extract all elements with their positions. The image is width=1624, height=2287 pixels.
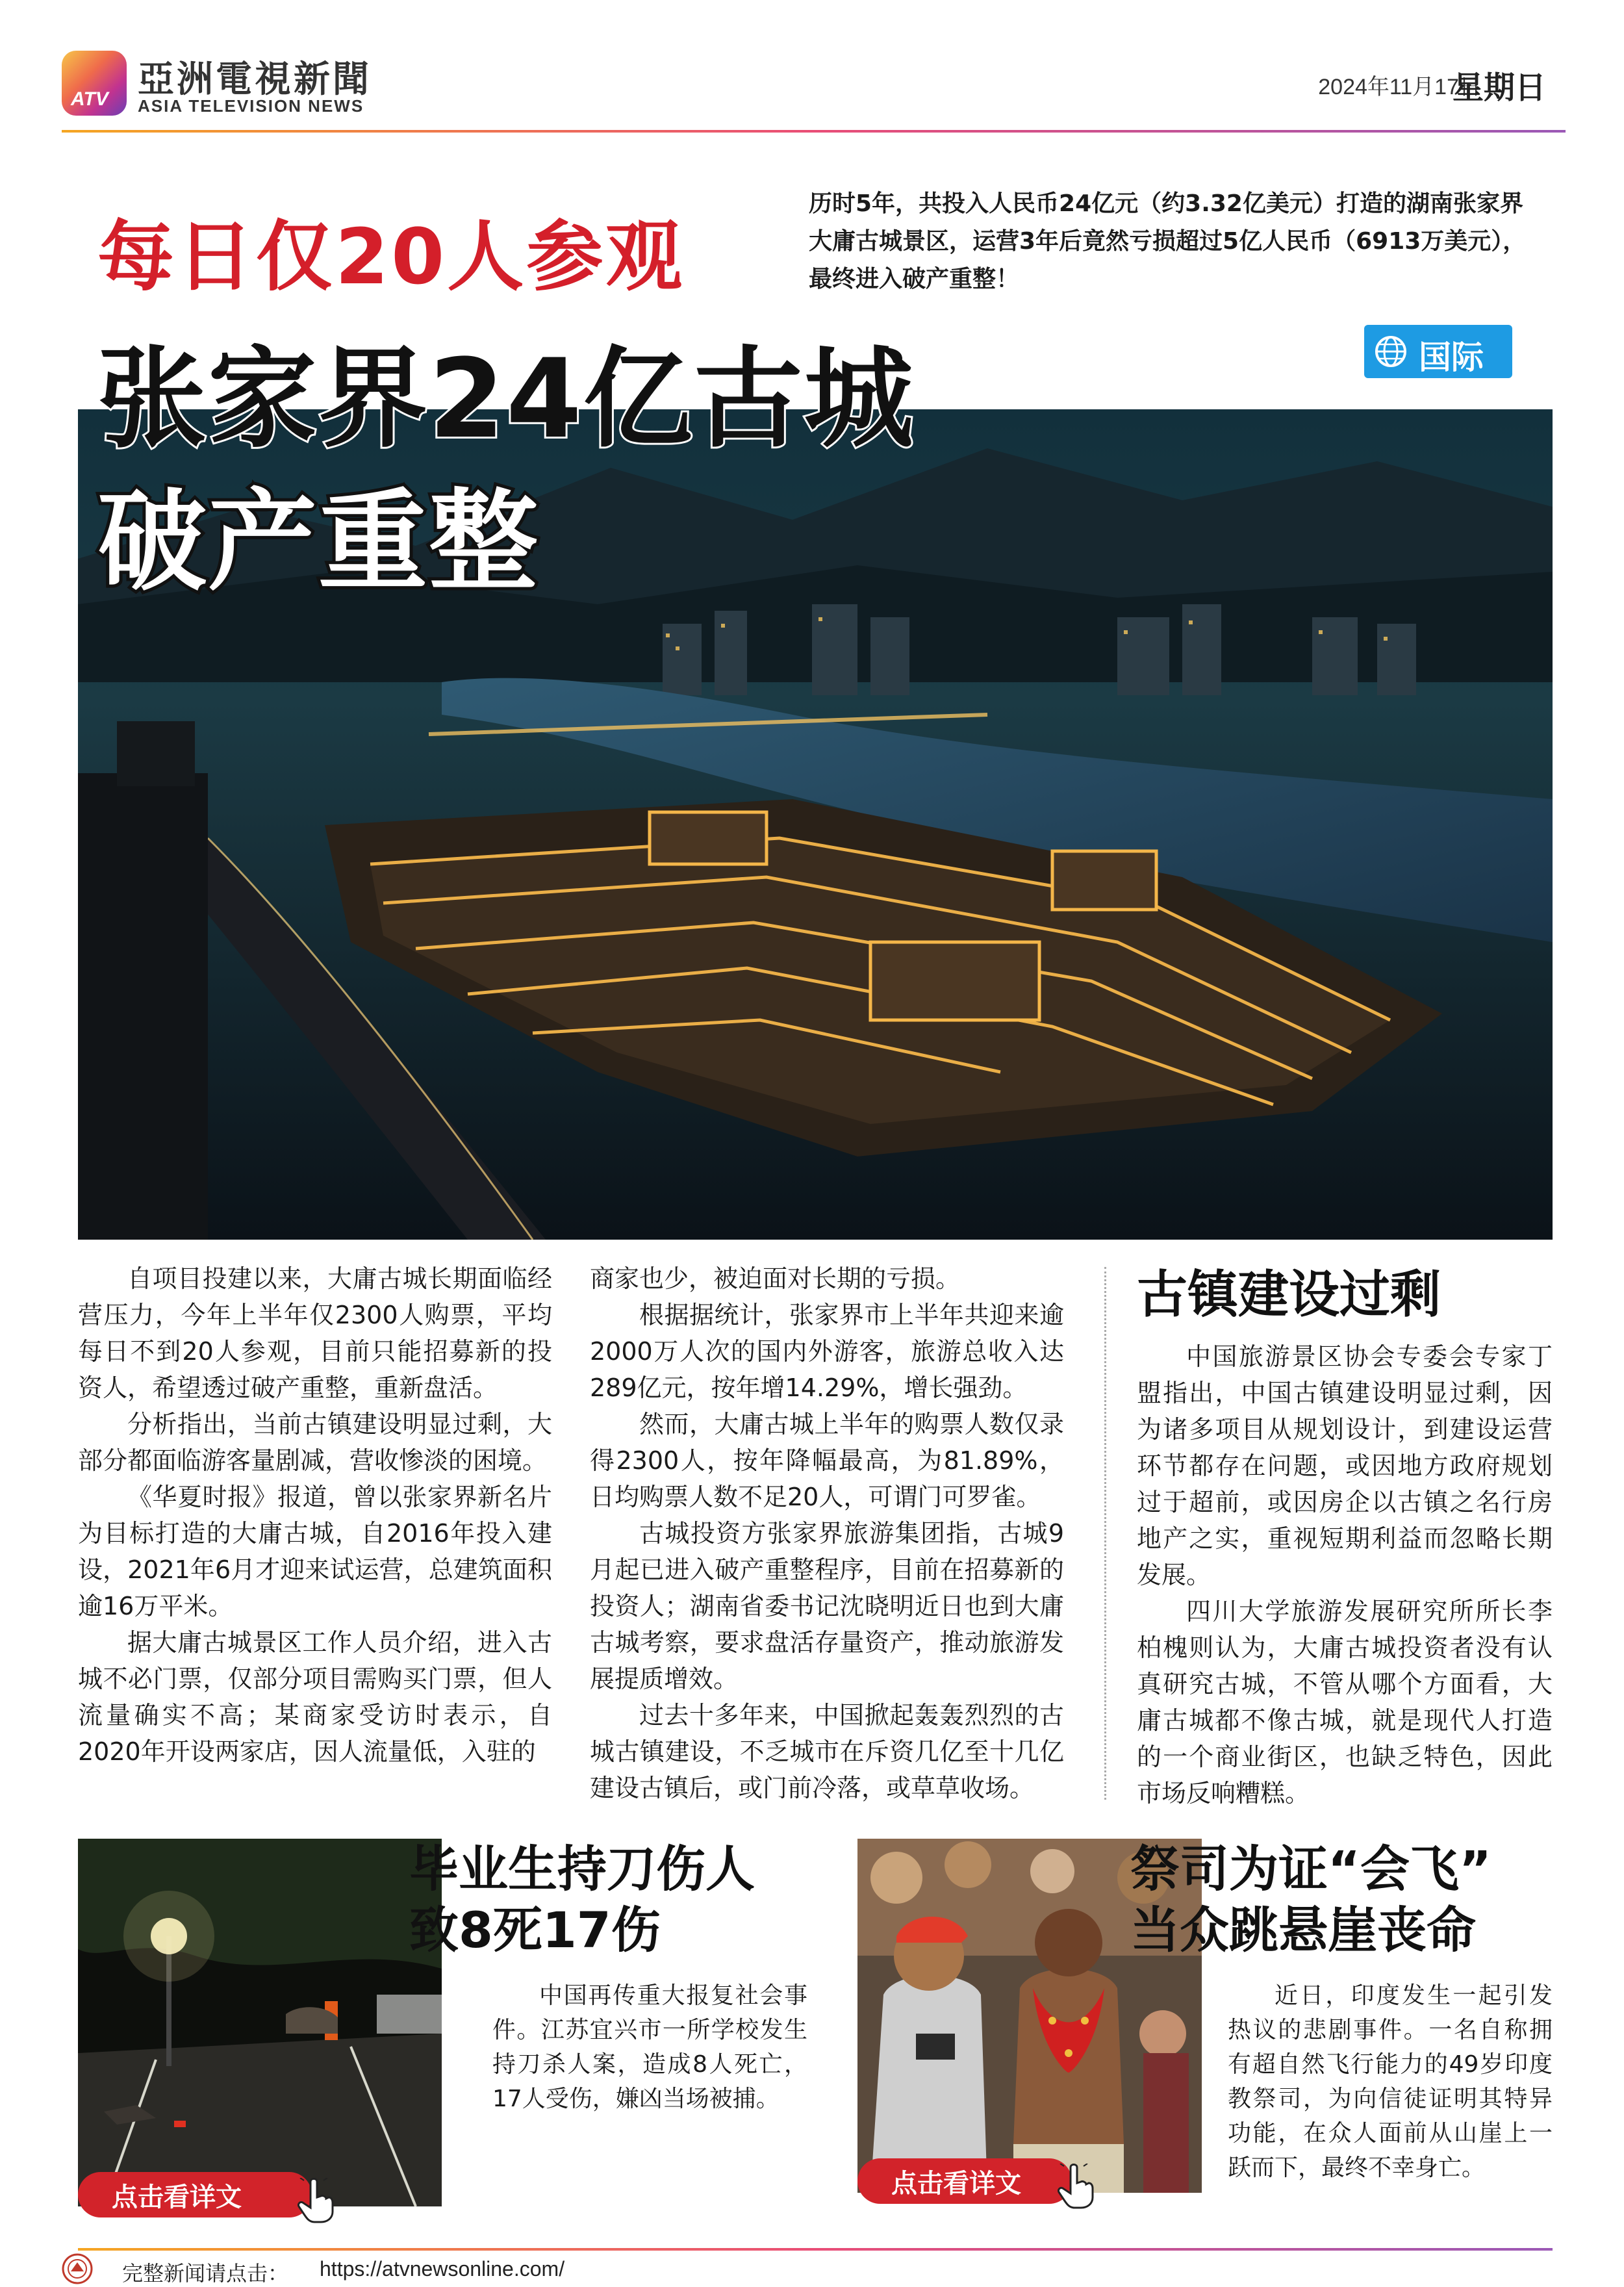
headline-title-line1: 张家界24亿古城: [97, 335, 915, 463]
story2-title-line1: 祭司为证“会飞”: [1130, 1840, 1491, 1898]
story2-summary: [1228, 1978, 1553, 2185]
atv-seal-icon: [62, 2253, 93, 2284]
article-paragraph: 分析指出，当前古镇建设明显过剩，大部分都面临游客量剧减，营收惨淡的困境。: [78, 1410, 552, 1475]
issue-weekday: 星期日: [1452, 70, 1546, 106]
headline-kicker: 每日仅20人参观: [97, 212, 685, 301]
read-more-label: 点击看详文: [891, 2168, 1021, 2199]
article-paragraph: 过去十多年来，中国掀起轰轰烈烈的古城古镇建设，不乏城市在斥资几亿至十几亿建设古镇后，或门前冷落，或草草收场。: [590, 1701, 1064, 1802]
article-paragraph: 根据据统计，张家界市上半年共迎来逾2000万人次的国内外游客，旅游总收入达289亿元，按年增14.29%，增长强劲。: [590, 1301, 1064, 1402]
brand-name-cn: 亞洲電視新聞: [138, 58, 372, 101]
story2-title-line2: 当众跳悬崖丧命: [1130, 1901, 1476, 1959]
footer-divider: [78, 2248, 1553, 2251]
story2-read-more-button[interactable]: [857, 2158, 1072, 2204]
article-paragraph: 据大庸古城景区工作人员介绍，进入古城不必门票，仅部分项目需购买门票，但人流量确实不高；某商家受访时表示，自2020年开设两家店，因人流量低，入驻的: [78, 1628, 552, 1766]
badge-label: 国际: [1419, 339, 1484, 376]
story1-title-line1: 毕业生持刀伤人: [409, 1840, 755, 1898]
globe-icon: [1375, 335, 1407, 368]
international-badge[interactable]: [1364, 325, 1512, 378]
footer-label: 完整新闻请点击：: [122, 2261, 289, 2286]
story1-photo[interactable]: [78, 1839, 442, 2206]
footer-link[interactable]: https://atvnewsonline.com/: [320, 2257, 565, 2281]
story1-title-line2: 致8死17伤: [409, 1901, 661, 1959]
column-divider: [1104, 1267, 1106, 1800]
article-paragraph-continued: 商家也少，被迫面对长期的亏损。: [590, 1264, 961, 1293]
issue-date: 2024年11月17日: [1318, 75, 1481, 99]
story2-paragraph: 近日，印度发生一起引发热议的悲剧事件。一名自称拥有超自然飞行能力的49岁印度教祭司，为向信徒证明其特异功能，在众人面前从山崖上一跃而下，最终不幸身亡。: [1228, 1982, 1553, 2181]
pointer-hand-icon: [1058, 2164, 1095, 2209]
article-paragraph: 古城投资方张家界旅游集团指，古城9月起已进入破产重整程序，目前在招募新的投资人；湖南省委书记沈晓明近日也到大庸古城考察，要求盘活存量资产，推动旅游发展提质增效。: [590, 1519, 1064, 1693]
atv-logo: [62, 51, 127, 116]
logo-text: ATV: [71, 88, 108, 110]
article-paragraph: 自项目投建以来，大庸古城长期面临经营压力，今年上半年仅2300人购票，平均每日不到20人参观，目前只能招募新的投资人，希望透过破产重整，重新盘活。: [78, 1264, 552, 1402]
article-paragraph: 中国旅游景区协会专委会专家丁盟指出，中国古镇建设明显过剩，因为诸多项目从规划设计，到建设运营环节都存在问题，或因地方政府规划过于超前，或因房企以古镇之名行房地产之实，重视短期利益而忽略长期发展。: [1137, 1342, 1553, 1589]
article-paragraph: 《华夏时报》报道，曾以张家界新名片为目标打造的大庸古城，自2016年投入建设，2021年6月才迎来试运营，总建筑面积逾16万平米。: [78, 1483, 552, 1620]
article-paragraph: 然而，大庸古城上半年的购票人数仅录得2300人，按年降幅最高，为81.89%，日均购票人数不足20人，可谓门可罗雀。: [590, 1410, 1064, 1511]
article-column-3: [1137, 1338, 1553, 1811]
story1-paragraph: 中国再传重大报复社会事件。江苏宜兴市一所学校发生持刀杀人案，造成8人死亡，17人受伤，嫌凶当场被捕。: [492, 1982, 807, 2112]
headline-lead: 历时5年，共投入人民币24亿元（约3.32亿美元）打造的湖南张家界大庸古城景区，运营3年后竟然亏损超过5亿人民币（6913万美元），最终进入破产重整！: [809, 190, 1527, 292]
brand-name-en: ASIA TELEVISION NEWS: [138, 96, 364, 116]
article-paragraph: 四川大学旅游发展研究所所长李柏槐则认为，大庸古城投资者没有认真研究古城，不管从哪个方面看，大庸古城都不像古城，就是现代人打造的一个商业街区，也缺乏特色，因此市场反响糟糕。: [1137, 1597, 1553, 1808]
story2-title[interactable]: [1130, 1839, 1546, 1961]
article-subheading: 古镇建设过剩: [1137, 1266, 1441, 1324]
header-divider: [62, 130, 1566, 133]
headline-title-line2: 破产重整: [97, 478, 539, 606]
article-column-1: [78, 1260, 552, 1770]
story1-summary: [492, 1978, 807, 2116]
read-more-label: 点击看详文: [112, 2182, 242, 2212]
pointer-hand-icon: [298, 2178, 335, 2223]
article-column-2: [590, 1260, 1064, 1806]
story1-read-more-button[interactable]: [78, 2172, 312, 2217]
story1-title[interactable]: [409, 1839, 825, 1961]
